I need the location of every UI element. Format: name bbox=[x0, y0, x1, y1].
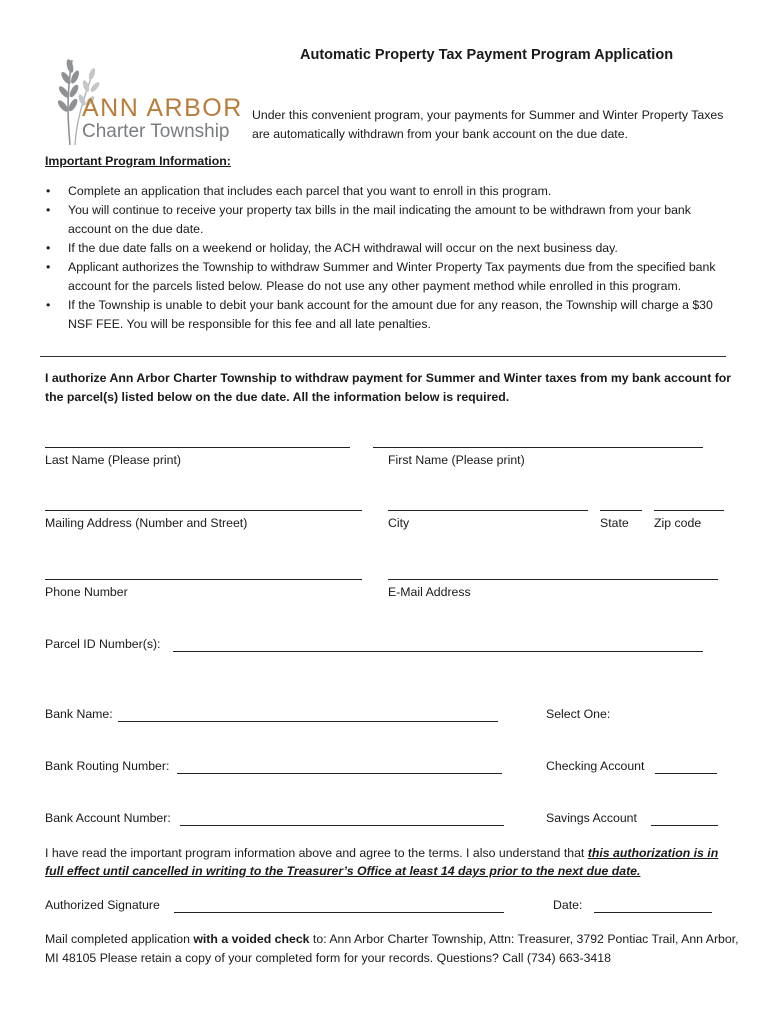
select-one-label: Select One: bbox=[546, 707, 611, 721]
last-name-field[interactable] bbox=[45, 447, 350, 448]
bank-name-label: Bank Name: bbox=[45, 707, 113, 721]
intro-text: Under this convenient program, your payments for Summer and Winter Property Taxes are automatically withdrawn from your bank account on the due date. bbox=[252, 108, 724, 141]
state-label: State bbox=[600, 516, 629, 530]
list-item: • If the due date falls on a weekend or holiday, the ACH withdrawal will occur on the next business day. bbox=[45, 239, 735, 258]
list-item: • Complete an application that includes each parcel that you want to enroll in this program. bbox=[45, 182, 735, 201]
zip-label: Zip code bbox=[654, 516, 702, 530]
first-name-label: First Name (Please print) bbox=[388, 453, 525, 467]
city-field[interactable] bbox=[388, 510, 588, 511]
mailing-address-field[interactable] bbox=[45, 510, 362, 511]
parcel-label: Parcel ID Number(s): bbox=[45, 637, 161, 651]
routing-label: Bank Routing Number: bbox=[45, 759, 170, 773]
mail-prefix: Mail completed application bbox=[45, 932, 194, 946]
last-name-label: Last Name (Please print) bbox=[45, 453, 182, 467]
section-divider bbox=[40, 356, 726, 357]
logo-line1: ANN ARBOR bbox=[82, 94, 243, 122]
list-item: • You will continue to receive your property tax bills in the mail indicating the amount to be withdrawn from your bank account on the due date. bbox=[45, 201, 735, 239]
info-heading: Important Program Information: bbox=[45, 154, 231, 168]
township-logo bbox=[42, 52, 242, 147]
list-item: • Applicant authorizes the Township to withdraw Summer and Winter Property Tax payments due from the specified bank account for the parcels listed below. Please do not use any other payment method while enrolled in this program. bbox=[45, 258, 735, 296]
mail-instructions bbox=[45, 930, 745, 968]
list-item: • If the Township is unable to debit your bank account for the amount due for any reason, the Township will charge a $30 NSF FEE. You will be responsible for this fee and all late penalties. bbox=[45, 296, 735, 334]
email-field[interactable] bbox=[388, 579, 718, 580]
date-field[interactable] bbox=[594, 912, 712, 913]
checking-label: Checking Account bbox=[546, 759, 645, 773]
zip-field[interactable] bbox=[654, 510, 724, 511]
form-title: Automatic Property Tax Payment Program Application bbox=[300, 47, 674, 63]
state-field[interactable] bbox=[600, 510, 642, 511]
routing-field[interactable] bbox=[177, 773, 502, 774]
mail-suffix: to: Ann Arbor Charter Township, Attn: Treasurer, 3792 Pontiac Trail, Ann Arbor, MI 48105 Please retain a copy of your completed form for your records. Questions? Call (734) 663-3418 bbox=[45, 932, 739, 965]
parcel-field[interactable] bbox=[173, 651, 703, 652]
account-field[interactable] bbox=[180, 825, 504, 826]
first-name-field[interactable] bbox=[373, 447, 703, 448]
mailing-address-label: Mailing Address (Number and Street) bbox=[45, 516, 248, 530]
authorization-statement: I authorize Ann Arbor Charter Township to withdraw payment for Summer and Winter taxes from my bank account for the parcel(s) listed below on the due date. All the information below is required. bbox=[45, 371, 732, 404]
city-label: City bbox=[388, 516, 410, 530]
checking-checkbox[interactable] bbox=[655, 773, 717, 774]
account-label: Bank Account Number: bbox=[45, 811, 171, 825]
logo-line2: Charter Township bbox=[82, 121, 230, 142]
phone-field[interactable] bbox=[45, 579, 362, 580]
signature-label: Authorized Signature bbox=[45, 898, 160, 912]
savings-label: Savings Account bbox=[546, 811, 637, 825]
email-label: E-Mail Address bbox=[388, 585, 471, 599]
phone-label: Phone Number bbox=[45, 585, 128, 599]
agreement-text bbox=[45, 844, 735, 880]
date-label: Date: bbox=[553, 898, 583, 912]
info-list bbox=[45, 182, 735, 334]
agreement-emphasis: this authorization is in full effect until cancelled in writing to the Treasurer’s Office at least 14 days prior to the next due date. bbox=[45, 846, 719, 878]
agreement-plain: I have read the important program information above and agree to the terms. I also understand that bbox=[45, 846, 588, 860]
mail-bold: with a voided check bbox=[193, 932, 310, 946]
bank-name-field[interactable] bbox=[118, 721, 498, 722]
signature-field[interactable] bbox=[174, 912, 504, 913]
savings-checkbox[interactable] bbox=[651, 825, 718, 826]
